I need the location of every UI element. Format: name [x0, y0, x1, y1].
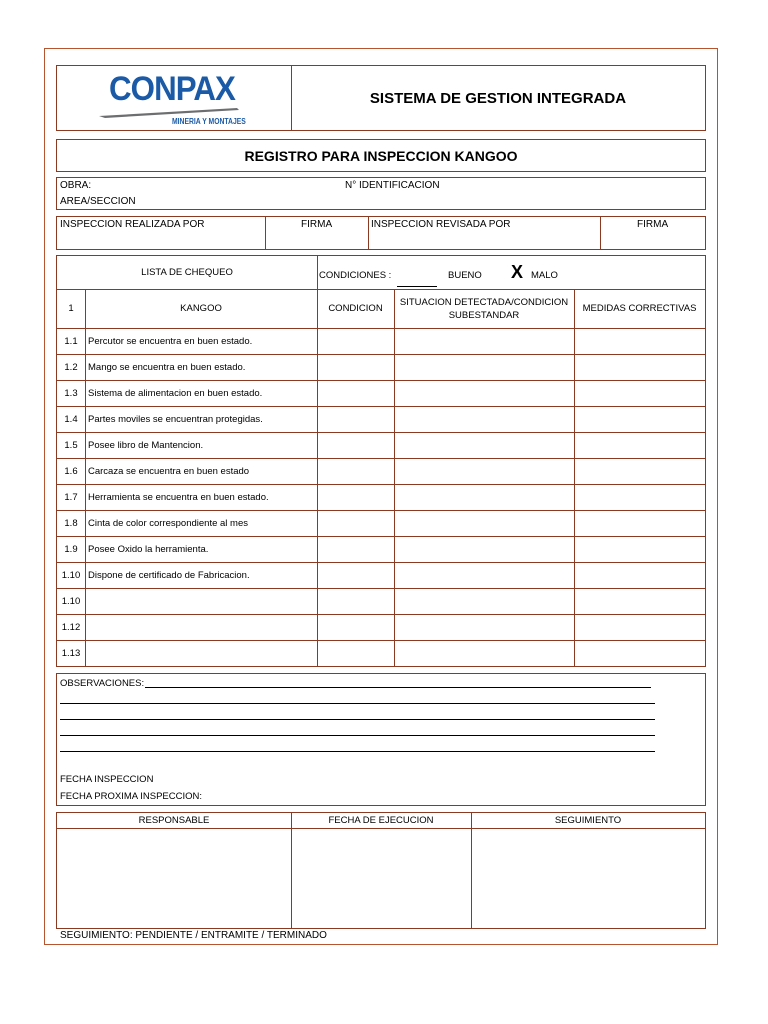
observations-box — [56, 673, 706, 806]
table-row — [57, 406, 705, 432]
bad-label: MALO — [531, 270, 558, 281]
situation-cell[interactable] — [395, 640, 574, 666]
condition-cell[interactable] — [318, 614, 394, 640]
row-item-text: Dispone de certificado de Fabricacion. — [88, 569, 250, 581]
situation-cell[interactable] — [395, 510, 574, 536]
situation-cell[interactable] — [395, 536, 574, 562]
followup-table — [56, 812, 706, 929]
row-item-text: Posee Oxido la herramienta. — [88, 543, 209, 555]
row-item-text — [88, 640, 316, 666]
responsable-header: RESPONSABLE — [138, 815, 210, 826]
row-item-text: Carcaza se encuentra en buen estado — [88, 465, 250, 477]
observation-line — [145, 687, 651, 688]
row-number: 1.13 — [61, 647, 81, 659]
checklist-title: LISTA DE CHEQUEO — [141, 267, 233, 278]
row-item-text — [88, 614, 316, 640]
row-number: 1.1 — [64, 335, 78, 347]
header-box — [56, 65, 706, 131]
observation-line — [60, 703, 655, 704]
col-situation-header: SITUACION DETECTADA/CONDICION SUBESTANDAR — [399, 296, 569, 321]
col-condition-header: CONDICION — [328, 303, 383, 314]
measures-cell[interactable] — [575, 354, 705, 380]
signature-box — [56, 216, 706, 250]
table-row — [57, 588, 705, 614]
situation-cell[interactable] — [395, 484, 574, 510]
table-row — [57, 432, 705, 458]
firma-label-2: FIRMA — [637, 219, 669, 230]
observation-line — [60, 719, 655, 720]
condition-cell[interactable] — [318, 432, 394, 458]
firma-label-1: FIRMA — [301, 219, 333, 230]
form-title: REGISTRO PARA INSPECCION KANGOO — [244, 147, 518, 164]
row-number: 1.6 — [64, 465, 78, 477]
measures-cell[interactable] — [575, 510, 705, 536]
situation-cell[interactable] — [395, 588, 574, 614]
measures-cell[interactable] — [575, 588, 705, 614]
good-label: BUENO — [448, 270, 482, 281]
condition-cell[interactable] — [318, 406, 394, 432]
row-number: 1.10 — [61, 595, 81, 607]
measures-cell[interactable] — [575, 614, 705, 640]
row-item-text: Sistema de alimentacion en buen estado. — [88, 387, 263, 399]
x-mark: X — [511, 262, 524, 282]
row-number: 1.3 — [64, 387, 78, 399]
company-logo — [97, 70, 247, 128]
situation-cell[interactable] — [395, 406, 574, 432]
condition-cell[interactable] — [318, 354, 394, 380]
table-row — [57, 510, 705, 536]
realizada-label: INSPECCION REALIZADA POR — [60, 219, 205, 230]
checklist-table — [56, 255, 706, 667]
situation-cell[interactable] — [395, 432, 574, 458]
table-row — [57, 328, 705, 354]
observations-label: OBSERVACIONES: — [60, 678, 145, 689]
observation-line — [60, 735, 655, 736]
row-number: 1.7 — [64, 491, 78, 503]
row-number: 1.4 — [64, 413, 78, 425]
followup-footer: SEGUIMIENTO: PENDIENTE / ENTRAMITE / TERMINADO — [60, 930, 327, 941]
row-item-text — [88, 588, 316, 614]
condition-cell[interactable] — [318, 536, 394, 562]
situation-cell[interactable] — [395, 354, 574, 380]
col-item-header: KANGOO — [180, 303, 222, 314]
table-row — [57, 562, 705, 588]
condition-cell[interactable] — [318, 328, 394, 354]
measures-cell[interactable] — [575, 640, 705, 666]
condition-cell[interactable] — [318, 380, 394, 406]
row-number: 1.5 — [64, 439, 78, 451]
conditions-underline — [397, 286, 437, 287]
row-item-text: Partes moviles se encuentran protegidas. — [88, 413, 263, 425]
condition-cell[interactable] — [318, 562, 394, 588]
revisada-label: INSPECCION REVISADA POR — [371, 219, 511, 230]
measures-cell[interactable] — [575, 458, 705, 484]
measures-cell[interactable] — [575, 432, 705, 458]
seguimiento-header: SEGUIMIENTO — [554, 815, 622, 826]
situation-cell[interactable] — [395, 328, 574, 354]
condition-cell[interactable] — [318, 484, 394, 510]
condition-cell[interactable] — [318, 588, 394, 614]
table-row — [57, 380, 705, 406]
obra-label: OBRA: — [60, 180, 92, 191]
situation-cell[interactable] — [395, 380, 574, 406]
next-inspection-date-label: FECHA PROXIMA INSPECCION: — [60, 791, 202, 802]
logo-subtitle: MINERIA Y MONTAJES — [172, 117, 246, 126]
row-number: 1.9 — [64, 543, 78, 555]
form-title-box — [56, 139, 706, 172]
row-item-text: Herramienta se encuentra en buen estado. — [88, 491, 269, 503]
situation-cell[interactable] — [395, 458, 574, 484]
table-row — [57, 354, 705, 380]
measures-cell[interactable] — [575, 562, 705, 588]
condition-cell[interactable] — [318, 458, 394, 484]
table-row — [57, 536, 705, 562]
measures-cell[interactable] — [575, 484, 705, 510]
fecha-ejecucion-header: FECHA DE EJECUCION — [328, 815, 434, 826]
row-item-text: Mango se encuentra en buen estado. — [88, 361, 246, 373]
row-item-text: Posee libro de Mantencion. — [88, 439, 204, 451]
condition-cell[interactable] — [318, 640, 394, 666]
condition-cell[interactable] — [318, 510, 394, 536]
table-row — [57, 614, 705, 640]
table-row — [57, 484, 705, 510]
situation-cell[interactable] — [395, 562, 574, 588]
table-row — [57, 458, 705, 484]
row-number: 1.8 — [64, 517, 78, 529]
col-measures-header: MEDIDAS CORRECTIVAS — [582, 303, 697, 314]
row-number: 1.2 — [64, 361, 78, 373]
situation-cell[interactable] — [395, 614, 574, 640]
col-num-header: 1 — [68, 303, 74, 314]
measures-cell[interactable] — [575, 536, 705, 562]
area-label: AREA/SECCION — [60, 196, 136, 207]
observation-line — [60, 751, 655, 752]
info-box — [56, 177, 706, 210]
measures-cell[interactable] — [575, 380, 705, 406]
table-row — [57, 640, 705, 666]
logo-text: CONPAX — [109, 70, 235, 108]
measures-cell[interactable] — [575, 328, 705, 354]
measures-cell[interactable] — [575, 406, 705, 432]
system-title: SISTEMA DE GESTION INTEGRADA — [369, 89, 627, 107]
row-number: 1.12 — [61, 621, 81, 633]
conditions-label: CONDICIONES : — [319, 270, 392, 281]
row-number: 1.10 — [61, 569, 81, 581]
identificacion-label: N° IDENTIFICACION — [345, 180, 440, 191]
row-item-text: Percutor se encuentra en buen estado. — [88, 335, 253, 347]
row-item-text: Cinta de color correspondiente al mes — [88, 517, 249, 529]
inspection-date-label: FECHA INSPECCION — [60, 774, 154, 785]
